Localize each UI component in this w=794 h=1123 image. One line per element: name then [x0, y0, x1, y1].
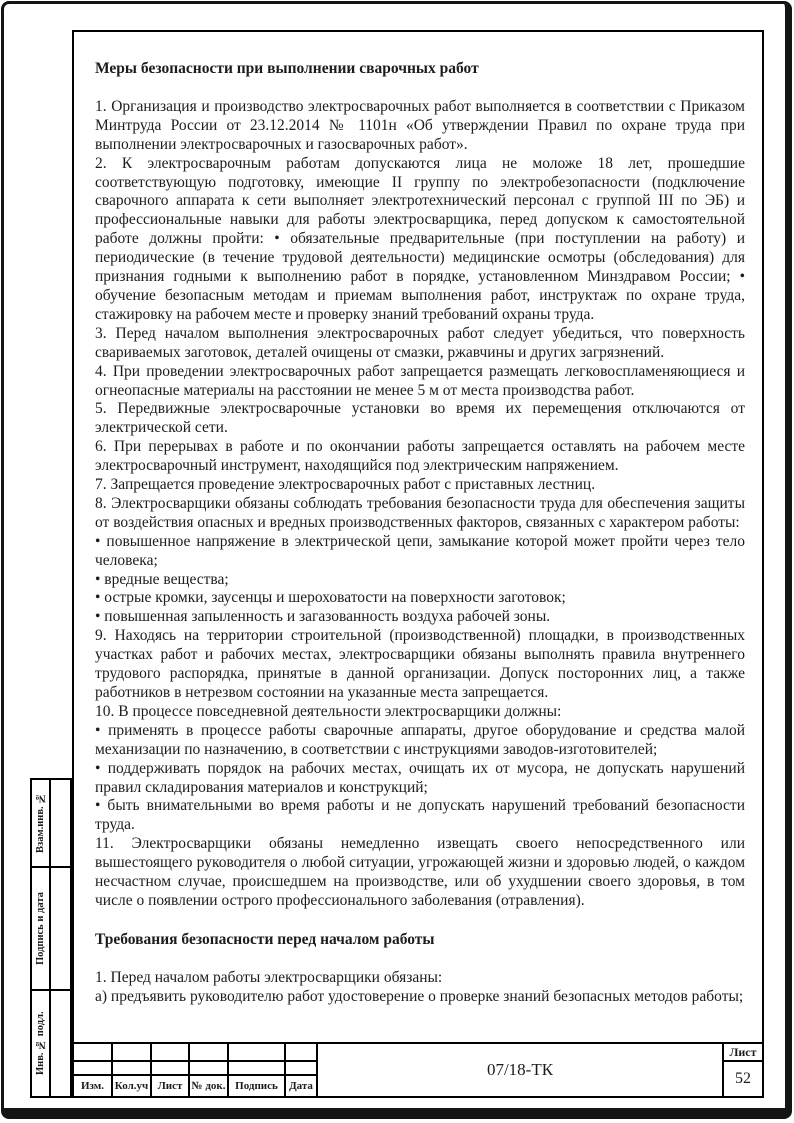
paragraph: • применять в процессе работы сварочные аппараты, другое оборудование и средства малой механизации по назначению, в соответствии с инструкциями заводов-изготовителей;	[95, 721, 745, 758]
paragraph: 3. Перед началом выполнения электросварочных работ следует убедиться, что поверхность свариваемых заготовок, деталей очищены от смазки, ржавчины и других загрязнений.	[95, 324, 745, 361]
revision-cell-empty	[74, 1044, 111, 1060]
section-heading: Меры безопасности при выполнении сварочных работ	[95, 60, 479, 77]
sheet-number: 52	[724, 1062, 762, 1096]
paragraph: 6. При перерывах в работе и по окончании работы запрещается оставлять на рабочем месте электросварочный инструмент, находящийся под электрическим напряжением.	[95, 438, 745, 475]
revision-header-podpis: Подпись	[229, 1076, 284, 1096]
revision-cell-empty	[113, 1062, 150, 1074]
revision-cell-empty	[286, 1044, 316, 1060]
sidebar-signature-space	[51, 868, 70, 989]
paragraph: 1. Организация и производство электросварочных работ выполняется в соответствии с Приказом Минтруда России от 23.12.2014 № 1101н «Об утверждении Правил по охране труда при выполнении электросварочных и газосварочных работ».	[95, 97, 745, 153]
document-sections	[95, 52, 745, 1036]
paragraph: 2. К электросварочным работам допускаются лица не моложе 18 лет, прошедшие соответствующую подготовку, имеющие II группу по электробезопасности (подключение сварочного аппарата к сети выполняет электротехнический персонал с группой III по ЭБ) и профессиональные навыки для работы электросварщика, перед допуском к самостоятельной работе должны пройти: • обязательные предварительные (при поступлении на работу) и периодические (в течение трудовой деятельности) медицинские осмотры (обследования) для признания годными к выполнению работ в порядке, установленном Минздравом России; • обучение безопасным методам и приемам выполнения работ, инструктаж по охране труда, стажировку на рабочем месте и проверку знаний требований охраны труда.	[95, 154, 745, 323]
gost-drawing-frame	[72, 30, 764, 1098]
sidebar-label-inv-podl: Инв. № подл.	[32, 991, 49, 1096]
paragraph: • острые кромки, заусенцы и шероховатости на поверхности заготовок;	[95, 589, 566, 607]
left-stamp-sidebar	[30, 778, 72, 1098]
paragraph: • повышенное напряжение в электрической цепи, замыкание которой может пройти через тело человека;	[95, 532, 745, 569]
sheet-box	[724, 1044, 762, 1096]
paragraph: а) предъявить руководителю работ удостоверение о проверке знаний безопасных методов работы;	[95, 987, 744, 1005]
paragraph: • поддерживать порядок на рабочих местах, очищать их от мусора, не допускать нарушений правил складирования материалов и конструкций;	[95, 759, 745, 796]
title-block	[72, 1042, 764, 1098]
paragraph: 1. Перед началом работы электросварщики обязаны:	[95, 968, 443, 986]
paragraph: 9. Находясь на территории строительной (производственной) площадки, в производственных участках работ и рабочих местах, электросварщики обязаны выполнять правила внутреннего трудового распорядка, принятые в данной организации. Допуск посторонних лиц, а также работников в нетрезвом состоянии на указанные места запрещается.	[95, 627, 745, 701]
revision-header-koluch: Кол.уч	[113, 1076, 150, 1096]
revision-cell-empty	[74, 1062, 111, 1074]
revision-cell-empty	[286, 1062, 316, 1074]
sheet-label: Лист	[724, 1044, 762, 1060]
paragraph: 7. Запрещается проведение электросварочных работ с приставных лестниц.	[95, 476, 596, 494]
revision-cell-empty	[152, 1044, 188, 1060]
revision-cell-empty	[152, 1062, 188, 1074]
sidebar-signature-space	[51, 991, 70, 1096]
revision-header-list: Лист	[152, 1076, 188, 1096]
document-number: 07/18-ТК	[486, 1060, 554, 1079]
paragraph: 4. При проведении электросварочных работ запрещается размещать легковоспламеняющиеся и огнеопасные материалы на расстоянии не менее 5 м от места производства работ.	[95, 362, 745, 399]
paragraph: 11. Электросварщики обязаны немедленно извещать своего непосредственного или вышестоящего руководителя о любой ситуации, угрожающей жизни и здоровью людей, о каждом несчастном случае, происшедшем на производстве, или об ухудшении своего здоровья, в том числе о появлении острого профессионального заболевания (отравления).	[95, 835, 745, 909]
section-heading: Требования безопасности перед началом работы	[95, 930, 435, 948]
paragraph: 8. Электросварщики обязаны соблюдать требования безопасности труда для обеспечения защиты от воздействия опасных и вредных производственных факторов, связанных с характером работы:	[95, 494, 745, 531]
paragraph: • повышенная запыленность и загазованность воздуха рабочей зоны.	[95, 608, 551, 626]
revision-header-data: Дата	[286, 1076, 316, 1096]
revision-cell-empty	[229, 1044, 284, 1060]
revision-header-izm: Изм.	[74, 1076, 111, 1096]
sidebar-label-podpis-data: Подпись и дата	[32, 868, 49, 989]
revision-header-dok: № док.	[190, 1076, 227, 1096]
paragraph: 5. Передвижные электросварочные установки во время их перемещения отключаются от электрической сети.	[95, 400, 745, 437]
sidebar-label-vzam-inv: Взам.инв. №	[32, 780, 49, 866]
revision-table	[74, 1044, 316, 1096]
paragraph: • вредные вещества;	[95, 570, 229, 588]
revision-cell-empty	[190, 1044, 227, 1060]
sidebar-signature-space	[51, 780, 70, 866]
revision-cell-empty	[113, 1044, 150, 1060]
sidebar-cell-podpis-data	[32, 868, 70, 989]
revision-cell-empty	[229, 1062, 284, 1074]
document-number-cell	[318, 1044, 722, 1096]
sidebar-cell-inv-podl	[32, 991, 70, 1096]
sidebar-cell-vzam-inv	[32, 780, 70, 866]
revision-cell-empty	[190, 1062, 227, 1074]
paragraph: 10. В процессе повседневной деятельности электросварщики должны:	[95, 702, 562, 720]
paragraph: • быть внимательными во время работы и не допускать нарушений требований безопасности труда.	[95, 797, 745, 834]
